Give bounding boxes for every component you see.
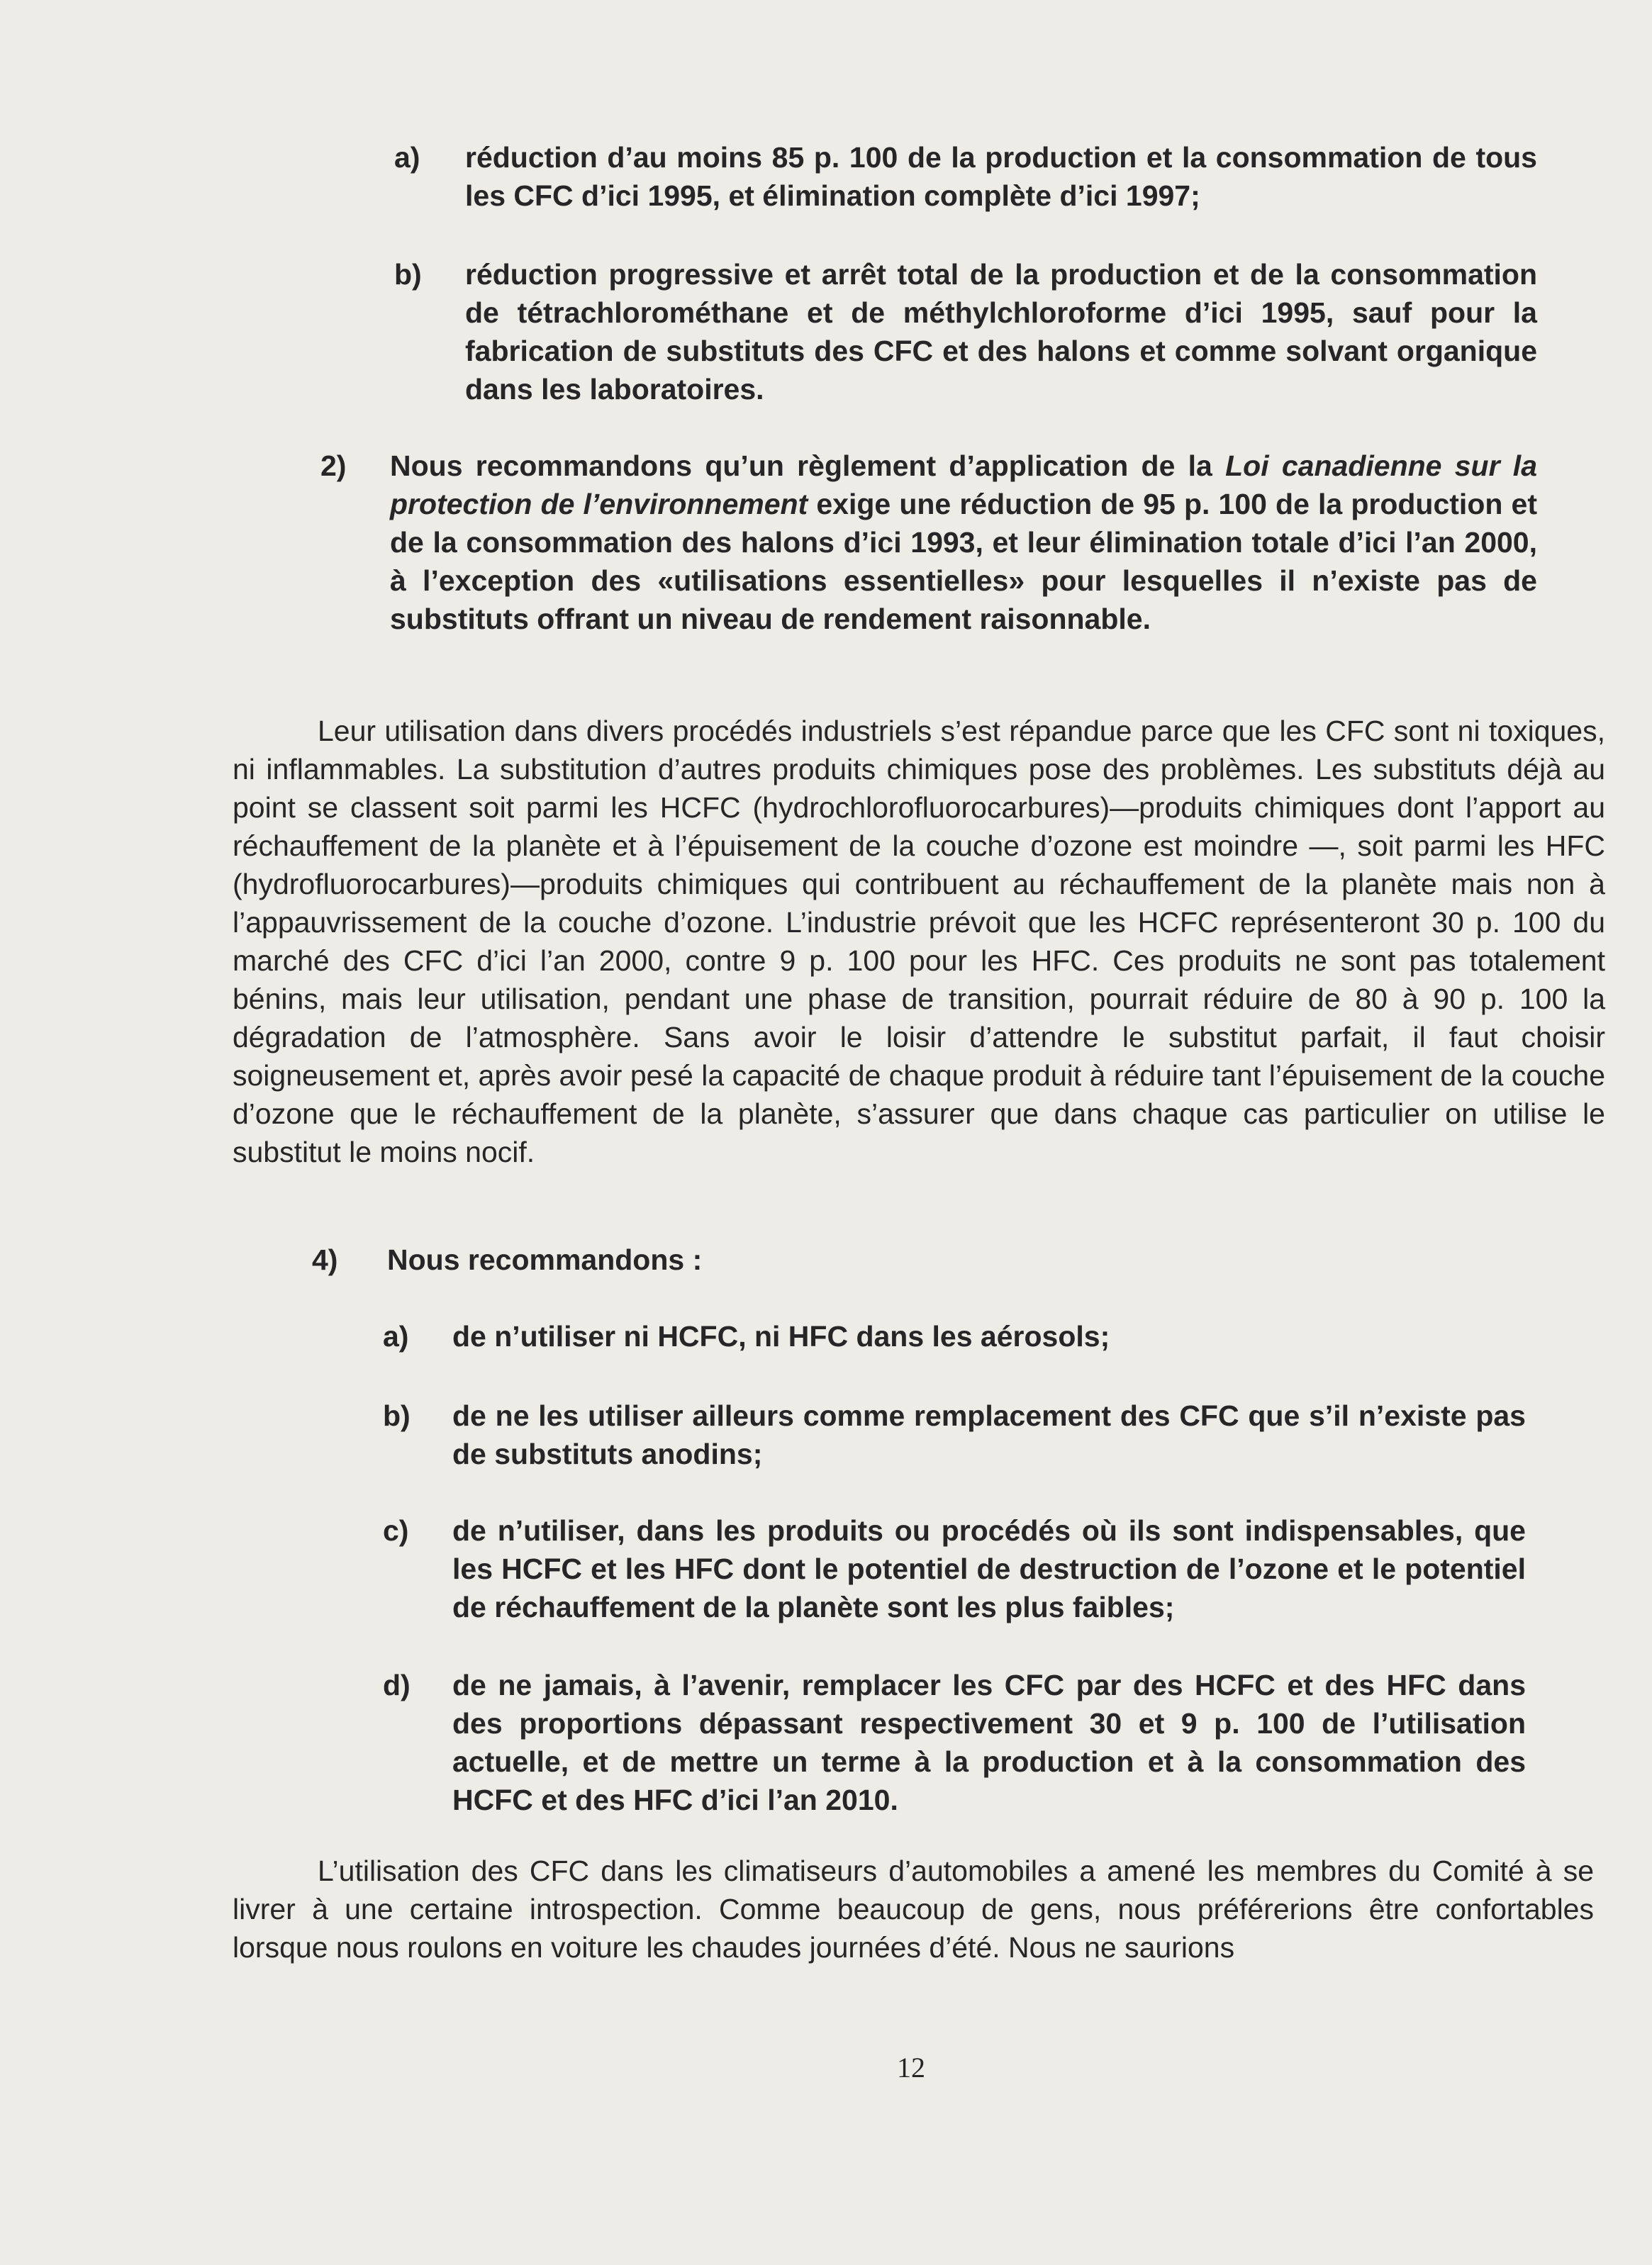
law-title: Loi canadienne sur la protection de l’environnement [390,449,1537,520]
body-paragraph-1-text: Leur utilisation dans divers procédés industriels s’est répandue parce que les CFC sont ni toxiques, ni inflammables. La substitution d’autres produits chimiques pose des problèmes. Les substituts déjà au point se classent soit parmi les HCFC (hydrochlorofluorocarbures)—produits chimiques dont l’apport au réchauffement de la planète et à l’épuisement de la couche d’ozone est moindre —, soit parmi les HFC (hydrofluorocarbures)—produits chimiques qui contribuent au réchauffement de la planète mais non à l’appauvrissement de la couche d’ozone. L’industrie prévoit que les HCFC représenteront 30 p. 100 du marché des CFC d’ici l’an 2000, contre 9 p. 100 pour les HFC. Ces produits ne sont pas totalement bénins, mais leur utilisation, pendant une phase de transition, pourrait réduire de 80 à 90 p. 100 la dégradation de l’atmosphère. Sans avoir le loisir d’attendre le substitut parfait, il faut choisir soigneusement et, après avoir pesé la capacité de chaque produit à réduire tant l’épuisement de la couche d’ozone que le réchauffement de la planète, s’assurer que dans chaque cas particulier on utilise le substitut le moins nocif. [233,715,1605,1168]
recommendation-2 [390,447,1537,638]
recommendation-marker-4: 4) [312,1243,338,1276]
recommendation-item-a: réduction d’au moins 85 p. 100 de la production et la consommation de tous les CFC d’ici 1995, et élimination complète d’ici 1997; [465,141,1537,212]
recommendation-4-item-a: de n’utiliser ni HCFC, ni HFC dans les aérosols; [452,1320,1110,1353]
recommendation-4-item-c: de n’utiliser, dans les produits ou procédés où ils sont indispensables, que les HCFC et les HFC dont le potentiel de destruction de l’ozone et le potentiel de réchauffement de la planète sont les plus faibles; [452,1514,1526,1623]
recommendation-4-item-d: de ne jamais, à l’avenir, remplacer les CFC par des HCFC et des HFC dans des proportions dépassant respectivement 30 et 9 p. 100 de l’utilisation actuelle, et de mettre un terme à la production et à la consommation des HCFC et des HFC d’ici l’an 2010. [452,1669,1526,1816]
item-marker-b: b) [394,258,422,291]
page-number: 12 [897,2052,925,2084]
recommendation-4-item-b: de ne les utiliser ailleurs comme remplacement des CFC que s’il n’existe pas de substituts anodins; [452,1399,1526,1470]
recommendation-item-b: réduction progressive et arrêt total de la production et de la consommation de tétrachlorométhane et de méthylchloroforme d’ici 1995, sauf pour la fabrication de substituts des CFC et des halons et comme solvant organique dans les laboratoires. [465,258,1537,406]
body-paragraph-2 [233,1852,1594,1967]
item-marker-4b: b) [383,1399,411,1432]
recommendation-marker-2: 2) [320,449,347,482]
item-marker-4a: a) [383,1320,409,1353]
body-paragraph-2-text: L’utilisation des CFC dans les climatiseurs d’automobiles a amené les membres du Comité à se livrer à une certaine introspection. Comme beaucoup de gens, nous préférerions être confortables lorsque nous roulons en voiture les chaudes journées d’été. Nous ne saurions [233,1855,1594,1964]
recommendation-2-text-end: exige une réduction de 95 p. 100 de la production et de la consommation des halons d’ici 1993, et leur élimination totale d’ici l’an 2000, à l’exception des «utilisations essentielles» pour lesquelles il n’existe pas de substituts offrant un niveau de rendement raisonnable. [390,488,1537,635]
item-marker-4c: c) [383,1514,409,1547]
recommendation-4-heading: Nous recommandons : [387,1243,703,1276]
item-marker-a: a) [394,141,420,174]
item-marker-4d: d) [383,1669,411,1701]
recommendation-2-text-start: Nous recommandons qu’un règlement d’application de la [390,449,1226,482]
body-paragraph-1 [233,712,1605,1171]
